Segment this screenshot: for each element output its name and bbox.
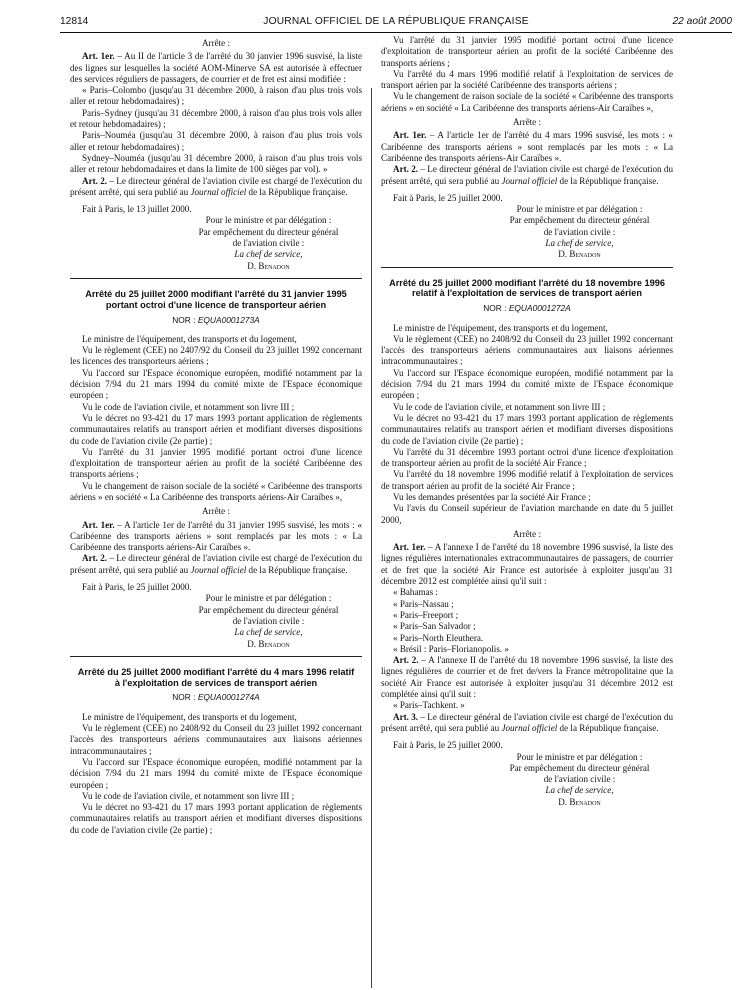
decree-title: Arrêté du 25 juillet 2000 modifiant l'arrêté du 4 mars 1996 relatif à l'exploitation de services de transport aérien (77, 666, 355, 688)
nor-code: EQUA0001274A (197, 692, 260, 703)
article-label: Art. 3. (393, 711, 419, 722)
signatory-name: D. Benadon (247, 260, 290, 271)
signature-line: Par empêchement du directeur général (198, 226, 339, 237)
route-item: « Brésil : Paris–Florianopolis. » (393, 643, 509, 654)
signature-line: Par empêchement du directeur général (198, 604, 339, 615)
visa-paragraph: Vu l'arrêté du 31 janvier 1995 modifié portant octroi d'une licence d'exploitation de transporteur aérien au profit de la société Caribéenne des transports aériens ; (70, 446, 362, 480)
visa-paragraph: Vu le règlement (CEE) no 2408/92 du Conseil du 23 juillet 1992 concernant l'accès des transporteurs aériens communautaires aux liaisons aériennes intracommunautaires ; (381, 333, 673, 367)
page-number: 12814 (60, 16, 89, 27)
signature-line: Par empêchement du directeur général (509, 762, 650, 773)
article-text: de la République française. (246, 186, 348, 197)
article-label: Art. 1er. (393, 130, 427, 141)
visa-paragraph: Vu l'accord sur l'Espace économique européen, modifié notamment par la décision 7/94 du 21 mars 1994 du comité mixte de l'Espace économique européen ; (70, 367, 362, 401)
visa-paragraph: Vu le décret no 93-421 du 17 mars 1993 portant application de règlements communautaires relatifs au transport aérien et modifiant diverses dispositions du code de l'aviation civile (2e partie) ; (70, 412, 362, 446)
signature-block (175, 593, 362, 649)
article-1 (381, 130, 673, 164)
visa-paragraph: Le ministre de l'équipement, des transports et du logement, (393, 322, 608, 333)
issue-date: 22 août 2000 (672, 16, 732, 27)
arrete-heading: Arrête : (201, 506, 231, 517)
article-label: Art. 2. (82, 553, 108, 564)
route-item: Paris–Nouméa (jusqu'au 31 décembre 2000, à raison d'au plus trois vols aller et retour hebdomadaires) ; (70, 130, 362, 152)
visa-paragraph: Vu l'accord sur l'Espace économique européen, modifié notamment par la décision 7/94 du 21 mars 1994 du comité mixte de l'Espace économique européen ; (381, 367, 673, 401)
article-text: – Au II de l'article 3 de l'arrêté du 30 janvier 1996 susvisé, la liste des lignes sur lesquelles la société AOM-Minerve SA est autorisée à effectuer des services réguliers de passagers, de courrier et de fret est ainsi modifiée : (70, 51, 362, 84)
visa-paragraph: Vu l'arrêté du 4 mars 1996 modifié relatif à l'exploitation de services de transport aérien par la société Caribéenne des transports aériens ; (381, 68, 673, 91)
signature-line: de l'aviation civile : (232, 615, 305, 626)
article-text: – A l'annexe I de l'arrêté du 18 novembre 1996 susvisé, la liste des lignes régulières internationales extracommunautaires de passagers, de courrier et de fret que la société Air France est autorisée à exploiter jusqu'au 31 décembre 2012 est complétée ainsi qu'il suit : (381, 542, 673, 587)
nor-reference (70, 692, 362, 703)
left-column (70, 35, 362, 836)
route-item: Paris–Sydney (jusqu'au 31 décembre 2000, à raison d'au plus trois vols aller et retour hebdomadaires) ; (70, 107, 362, 130)
signature-line: Pour le ministre et par délégation : (205, 215, 332, 226)
article-text: – A l'annexe II de l'arrêté du 18 novembre 1996 susvisé, la liste des lignes régulières de courrier et de fret de/vers la France métropolitaine que la société Air France est autorisée à exploiter jusqu'au 31 décembre 2012 est complétée ainsi qu'il suit : (381, 655, 673, 700)
visa-paragraph: Vu le code de l'aviation civile, et notamment son livre III ; (82, 401, 295, 412)
article-text: – Le directeur général de l'aviation civile est chargé de l'exécution du présent arrêté, qui sera publié au (381, 711, 674, 733)
article-2 (70, 176, 362, 199)
route-item: « Paris–Freeport ; (393, 609, 459, 620)
visa-paragraph: Vu le changement de raison sociale de la société « Caribéenne des transports aériens » en société « La Caribéenne des transports aériens-Air Caraïbes », (381, 91, 673, 113)
article-text: – A l'article 1er de l'arrêté du 31 janvier 1995 susvisé, les mots : « Caribéenne des transports aériens » sont remplacés par les mots : « La Caribéenne des transports aériens-Air Caraïbes ». (70, 519, 362, 553)
visa-paragraph: Vu l'arrêté du 31 décembre 1993 portant octroi d'une licence d'exploitation de transporteur aérien au profit de la société Air France ; (381, 446, 673, 469)
visa-paragraph: Vu l'accord sur l'Espace économique européen, modifié notamment par la décision 7/94 du 21 mars 1994 du comité mixte de l'Espace économique européen ; (70, 756, 362, 790)
fait-a-paris: Fait à Paris, le 25 juillet 2000. (393, 740, 503, 751)
nor-code: EQUA0001272A (508, 303, 571, 314)
nor-label: NOR : (483, 303, 509, 314)
fait-a-paris: Fait à Paris, le 25 juillet 2000. (393, 192, 503, 203)
arrete-heading: Arrête : (512, 117, 542, 128)
article-text: de la République française. (557, 722, 659, 733)
signature-role: La chef de service, (234, 249, 303, 260)
article-1 (70, 51, 362, 85)
visa-paragraph: Vu l'arrêté du 18 novembre 1996 modifié relatif à l'exploitation de services de transport aérien au profit de la société Air France ; (381, 469, 673, 491)
visa-paragraph: Le ministre de l'équipement, des transports et du logement, (82, 333, 297, 344)
visa-paragraph: Vu le code de l'aviation civile, et notamment son livre III ; (82, 790, 295, 801)
section-separator (381, 267, 673, 268)
article-label: Art. 2. (393, 164, 419, 175)
signature-line: Pour le ministre et par délégation : (516, 204, 643, 215)
route-item: « Bahamas : (393, 587, 438, 598)
visa-paragraph: Vu le règlement (CEE) no 2407/92 du Conseil du 23 juillet 1992 concernant les licences des transporteurs aériens ; (70, 345, 362, 367)
header-rule (60, 32, 732, 33)
visa-paragraph: Vu l'avis du Conseil supérieur de l'aviation marchande en date du 5 juillet 2000, (381, 503, 673, 525)
route-item: « Paris–Colombo (jusqu'au 31 décembre 2000, à raison d'au plus trois vols aller et retour hebdomadaires) ; (70, 85, 362, 107)
route-item: Sydney–Nouméa (jusqu'au 31 décembre 2000, à raison d'au plus trois vols aller et retour hebdomadaires et dans la limite de 100 sièges par vol). » (70, 152, 362, 175)
nor-reference (381, 303, 673, 314)
journal-officiel-ref: Journal officiel (501, 722, 558, 733)
section-separator (70, 656, 362, 657)
visa-paragraph: Vu le décret no 93-421 du 17 mars 1993 portant application de règlements communautaires relatifs au transport aérien et modifiant diverses dispositions du code de l'aviation civile (2e partie) ; (381, 412, 673, 446)
arrete-heading: Arrête : (512, 528, 542, 539)
article-1 (381, 542, 673, 587)
signature-block (175, 215, 362, 271)
right-column (381, 35, 673, 808)
visa-paragraph: Vu les demandes présentées par la société Air France ; (393, 491, 591, 502)
nor-code: EQUA0001273A (197, 314, 260, 325)
signature-block (486, 752, 673, 808)
fait-a-paris: Fait à Paris, le 25 juillet 2000. (82, 582, 192, 593)
decree-title: Arrêté du 25 juillet 2000 modifiant l'arrêté du 31 janvier 1995 portant octroi d'une licence de transporteur aérien (85, 288, 347, 310)
signature-line: de l'aviation civile : (543, 774, 616, 785)
article-text: – A l'article 1er de l'arrêté du 4 mars 1996 susvisé, les mots : « Caribéenne des transports aériens » sont remplacés par les mots : « La Caribéenne des transports aériens-Air Caraïbes ». (381, 130, 673, 163)
signature-line: Pour le ministre et par délégation : (205, 593, 332, 604)
article-2 (70, 553, 362, 576)
article-label: Art. 2. (82, 175, 108, 186)
article-3 (381, 712, 673, 735)
route-item: « Paris–San Salvador ; (393, 621, 476, 632)
visa-paragraph: Vu le décret no 93-421 du 17 mars 1993 portant application de règlements communautaires relatifs au transport aérien et modifiant diverses dispositions du code de l'aviation civile (2e partie) ; (70, 802, 362, 835)
article-label: Art. 1er. (393, 542, 426, 553)
article-text: de la République française. (246, 564, 348, 575)
signatory-name: D. Benadon (558, 249, 601, 260)
article-text: – Le directeur général de l'aviation civile est chargé de l'exécution du présent arrêté, qui sera publié au (70, 175, 363, 197)
article-2 (381, 164, 673, 187)
signature-role: La chef de service, (545, 785, 614, 796)
journal-officiel-ref: Journal officiel (190, 564, 247, 575)
section-separator (70, 278, 362, 279)
article-label: Art. 1er. (82, 51, 115, 62)
signature-line: Par empêchement du directeur général (509, 215, 650, 226)
fait-a-paris: Fait à Paris, le 13 juillet 2000. (82, 204, 192, 215)
signature-role: La chef de service, (234, 627, 303, 638)
journal-officiel-ref: Journal officiel (190, 186, 247, 197)
signatory-name: D. Benadon (558, 796, 601, 807)
signature-block (486, 204, 673, 260)
column-divider (371, 88, 372, 988)
signature-line: Pour le ministre et par délégation : (516, 751, 643, 762)
signature-line: de l'aviation civile : (232, 238, 305, 249)
nor-label: NOR : (172, 692, 198, 703)
route-item: « Paris–Nassau ; (393, 598, 454, 609)
journal-title: JOURNAL OFFICIEL DE LA RÉPUBLIQUE FRANÇAISE (263, 16, 529, 27)
visa-paragraph: Vu le règlement (CEE) no 2408/92 du Conseil du 23 juillet 1992 concernant l'accès des transporteurs aériens communautaires aux liaisons aériennes intracommunautaires ; (70, 723, 362, 756)
route-item: « Paris–North Eleuthera. (393, 632, 484, 643)
visa-paragraph: Vu l'arrêté du 31 janvier 1995 modifié portant octroi d'une licence d'exploitation de transporteur aérien au profit de la société Caribéenne des transports aériens ; (381, 35, 673, 68)
signature-role: La chef de service, (545, 238, 614, 249)
arrete-heading: Arrête : (201, 38, 231, 48)
article-label: Art. 1er. (82, 519, 115, 530)
visa-paragraph: Vu le changement de raison sociale de la société « Caribéenne des transports aériens » en société « La Caribéenne des transports aériens-Air Caraïbes », (70, 480, 362, 502)
visa-paragraph: Vu le code de l'aviation civile, et notamment son livre III ; (393, 401, 606, 412)
article-text: – Le directeur général de l'aviation civile est chargé de l'exécution du présent arrêté, qui sera publié au (381, 164, 674, 186)
decree-title: Arrêté du 25 juillet 2000 modifiant l'arrêté du 18 novembre 1996 relatif à l'exploitation de services de transport aérien (389, 277, 665, 299)
signature-line: de l'aviation civile : (543, 226, 616, 237)
journal-officiel-ref: Journal officiel (501, 175, 558, 186)
route-item: « Paris–Tachkent. » (393, 700, 465, 711)
article-text: – Le directeur général de l'aviation civile est chargé de l'exécution du présent arrêté, qui sera publié au (70, 553, 363, 575)
signatory-name: D. Benadon (247, 638, 290, 649)
article-label: Art. 2. (393, 655, 419, 666)
visa-paragraph: Le ministre de l'équipement, des transports et du logement, (82, 711, 297, 722)
nor-label: NOR : (172, 314, 198, 325)
article-1 (70, 520, 362, 554)
article-2 (381, 655, 673, 700)
page-header (60, 16, 732, 32)
nor-reference (70, 315, 362, 326)
article-text: de la République française. (557, 175, 659, 186)
